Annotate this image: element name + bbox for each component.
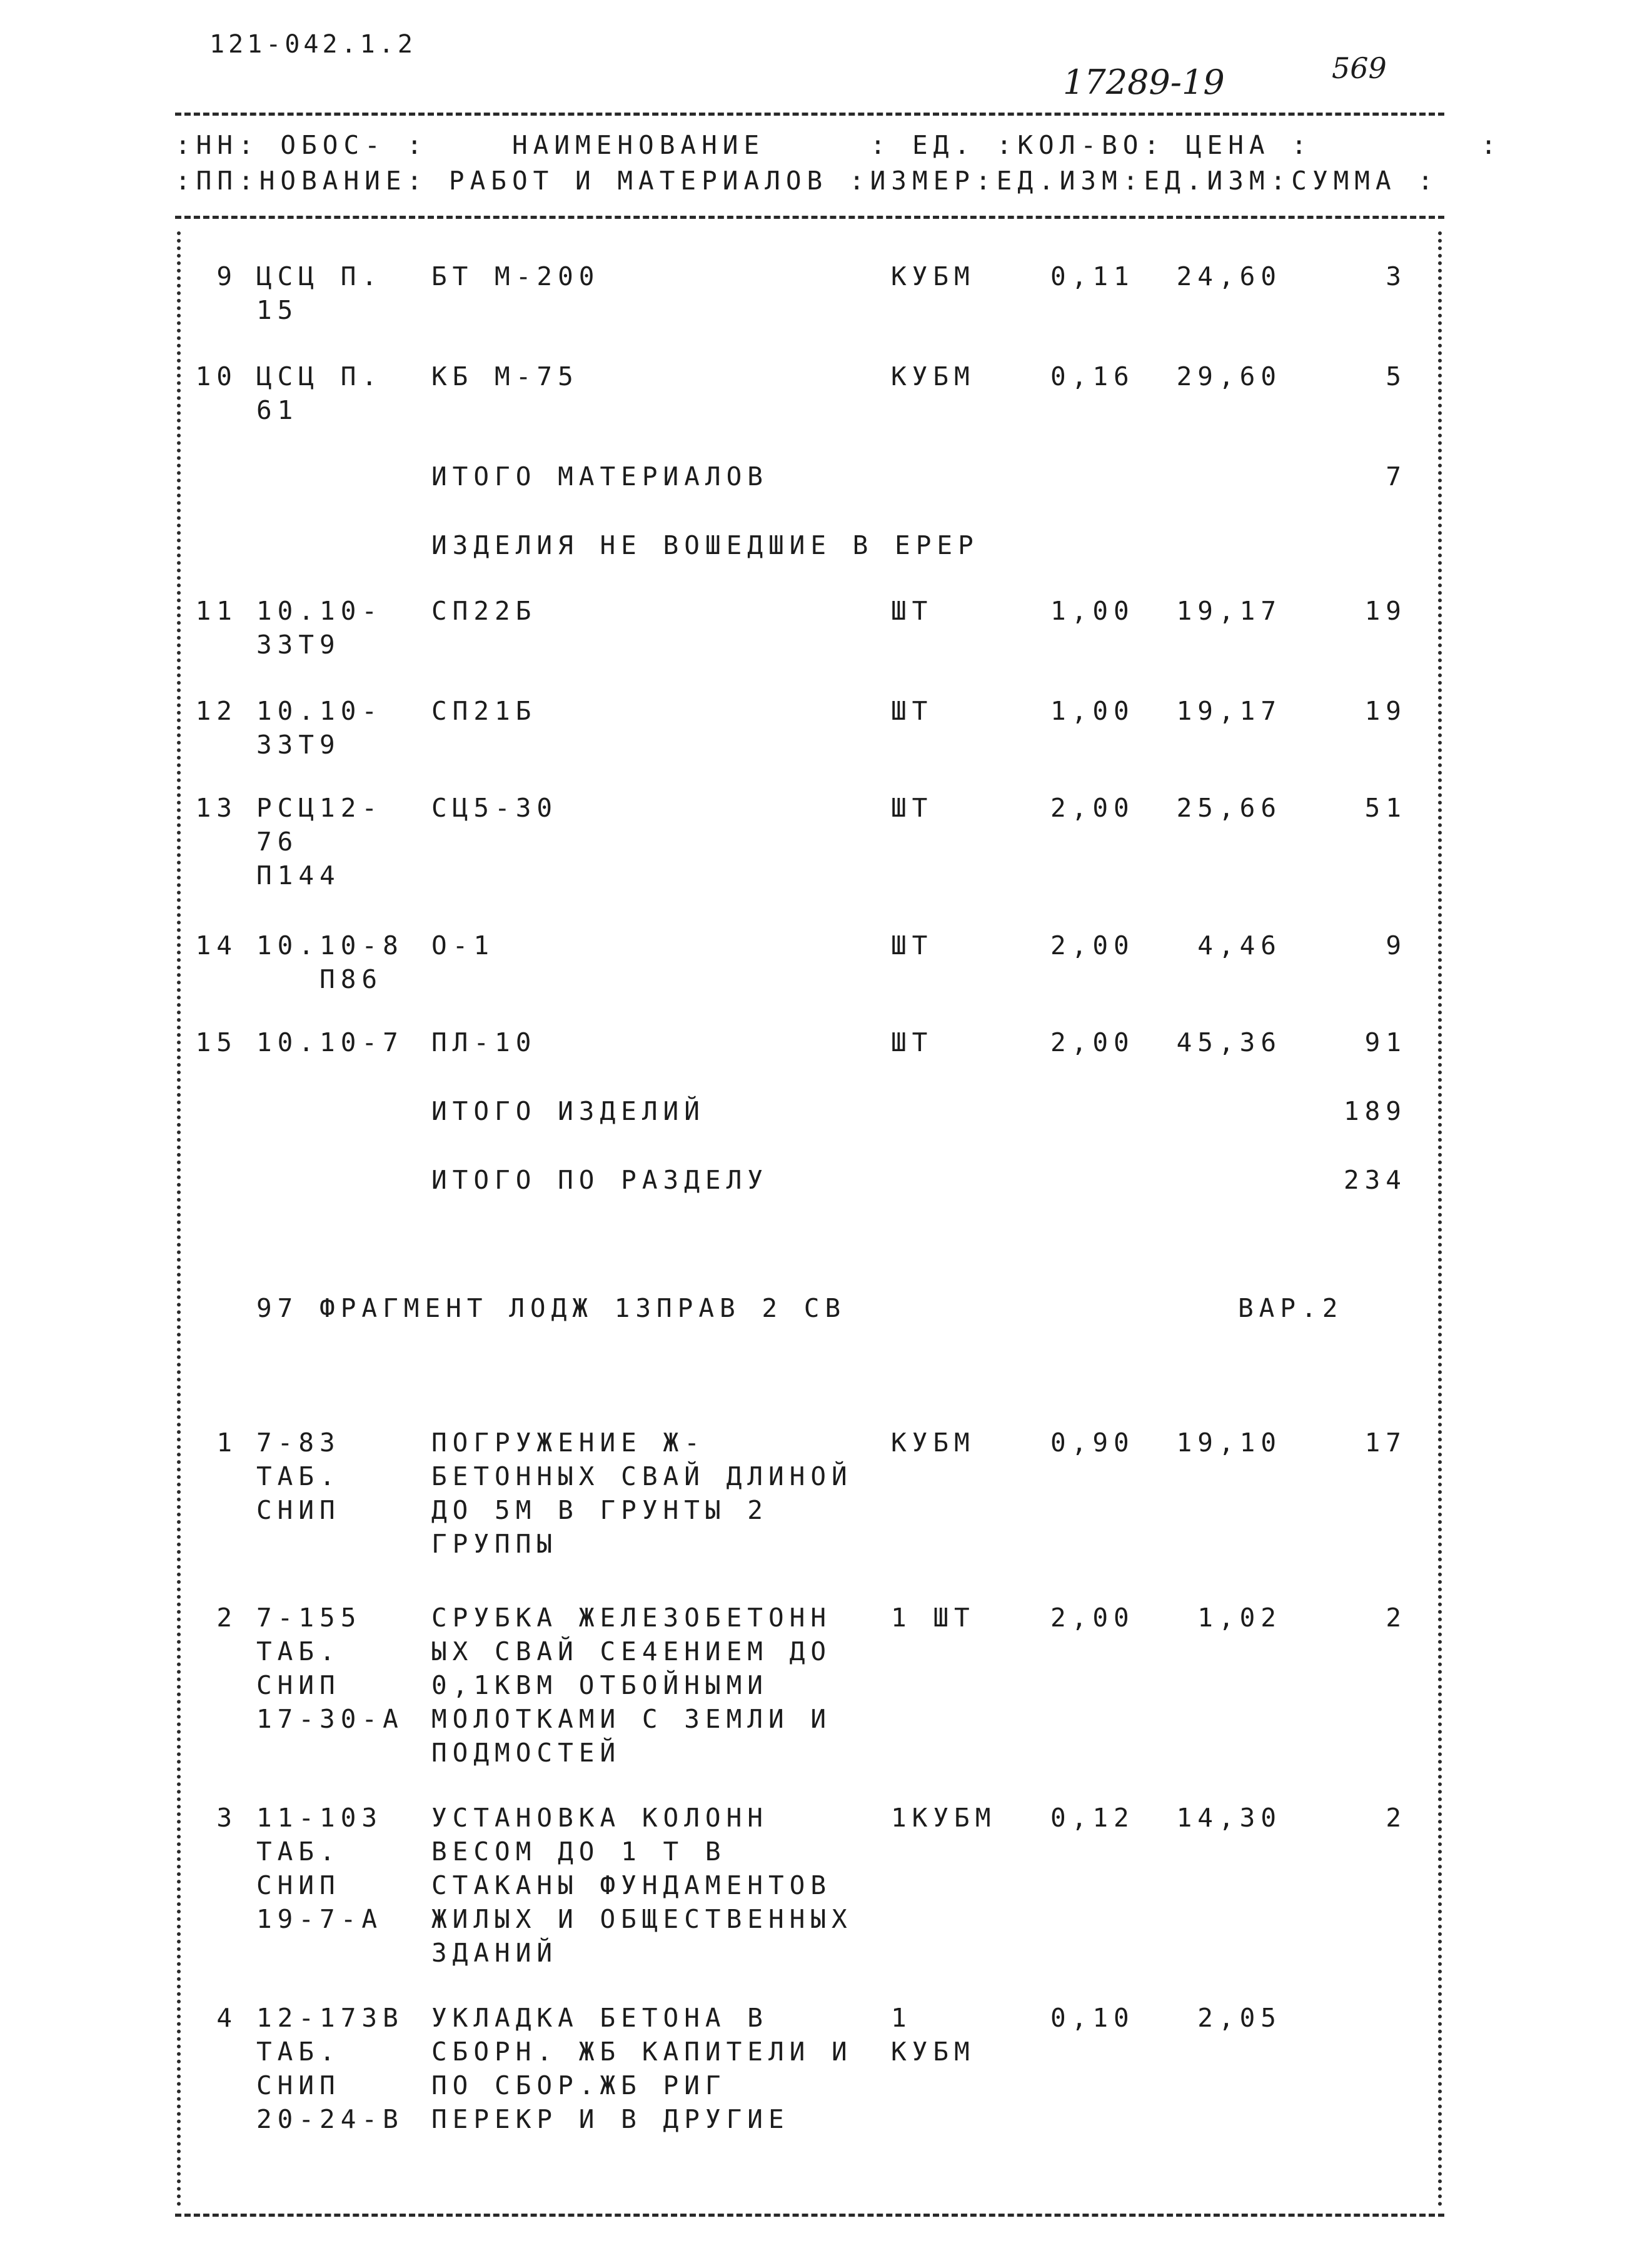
row-code: П144: [256, 860, 341, 890]
row-quantity: 0,12: [1050, 1803, 1135, 1833]
row-sum: 19: [1364, 696, 1407, 726]
row-code: СНИП: [256, 1870, 341, 1900]
row-code: 20-24-В: [256, 2104, 404, 2134]
row-sum: 3: [1386, 261, 1407, 291]
row-name: БТ М-200: [431, 261, 600, 291]
row-code: РСЦ12-: [256, 793, 383, 823]
row-price: 2,05: [1197, 2003, 1282, 2033]
row-code: 15: [256, 295, 299, 325]
row-quantity: 2,00: [1050, 930, 1135, 960]
row-quantity: 2,00: [1050, 1027, 1135, 1057]
row-code: 10.10-: [256, 596, 383, 626]
row-name: ВЕСОМ ДО 1 Т В: [431, 1837, 727, 1867]
row-unit: 1 ШТ: [891, 1603, 975, 1633]
row-unit: ШТ: [891, 793, 933, 823]
row-code: ЦСЦ П.: [256, 361, 383, 391]
row-sum: 2: [1386, 1803, 1407, 1833]
row-code: 17-30-А: [256, 1704, 404, 1734]
row-price: 45,36: [1176, 1027, 1282, 1057]
subtotal-sum: 234: [1343, 1165, 1407, 1195]
row-number: 13: [195, 793, 238, 823]
row-name: УКЛАДКА БЕТОНА В: [431, 2003, 768, 2033]
row-number: 11: [195, 596, 238, 626]
row-code: 12-173В: [256, 2003, 404, 2033]
row-code: 33Т9: [256, 630, 341, 660]
row-price: 4,46: [1197, 930, 1282, 960]
row-code: 10.10-8: [256, 930, 404, 960]
row-name: СП21Б: [431, 696, 537, 726]
row-name: СЦ5-30: [431, 793, 558, 823]
left-border: [177, 231, 181, 2207]
row-unit: ШТ: [891, 596, 933, 626]
row-price: 19,17: [1176, 596, 1282, 626]
row-number: 3: [216, 1803, 238, 1833]
row-quantity: 0,10: [1050, 2003, 1135, 2033]
row-name: ПОГРУЖЕНИЕ Ж-: [431, 1428, 705, 1458]
row-quantity: 1,00: [1050, 596, 1135, 626]
row-code: 61: [256, 395, 299, 425]
row-quantity: 2,00: [1050, 1603, 1135, 1633]
row-sum: 19: [1364, 596, 1407, 626]
subtotal-label: ИТОГО ПО РАЗДЕЛУ: [431, 1165, 768, 1195]
row-name: ГРУППЫ: [431, 1529, 558, 1559]
row-code: СНИП: [256, 1495, 341, 1525]
subtotal-label: ИЗДЕЛИЯ НЕ ВОШЕДШИЕ В ЕРЕР: [431, 530, 979, 560]
section-title: 97 ФРАГМЕНТ ЛОДЖ 13ПРАВ 2 СВ: [256, 1293, 847, 1323]
handwritten-number: 17289-19: [1063, 63, 1225, 102]
row-name: ЫХ СВАЙ СЕ4ЕНИЕМ ДО: [431, 1636, 832, 1666]
row-number: 10: [195, 361, 238, 391]
row-unit: ШТ: [891, 696, 933, 726]
row-name: ПОДМОСТЕЙ: [431, 1738, 621, 1768]
doc-code: 121-042.1.2: [209, 30, 416, 59]
page-number: 569: [1332, 51, 1387, 85]
row-code: СНИП: [256, 2070, 341, 2100]
row-code: 10.10-7: [256, 1027, 404, 1057]
row-unit: 1КУБМ: [891, 1803, 997, 1833]
row-price: 29,60: [1176, 361, 1282, 391]
bottom-border: [175, 2214, 1444, 2217]
row-name: СТАКАНЫ ФУНДАМЕНТОВ: [431, 1870, 832, 1900]
subtotal-sum: 189: [1343, 1096, 1407, 1126]
top-border: [175, 113, 1444, 116]
row-number: 2: [216, 1603, 238, 1633]
row-price: 25,66: [1176, 793, 1282, 823]
row-number: 14: [195, 930, 238, 960]
row-unit: КУБМ: [891, 1428, 975, 1458]
row-unit: КУБМ: [891, 361, 975, 391]
right-border: [1438, 231, 1442, 2207]
row-name: КБ М-75: [431, 361, 579, 391]
row-code: ТАБ.: [256, 1636, 341, 1666]
row-code: 11-103: [256, 1803, 383, 1833]
row-code: ЦСЦ П.: [256, 261, 383, 291]
row-sum: 17: [1364, 1428, 1407, 1458]
row-quantity: 1,00: [1050, 696, 1135, 726]
row-quantity: 0,90: [1050, 1428, 1135, 1458]
row-code: 33Т9: [256, 730, 341, 760]
subtotal-sum: 7: [1386, 461, 1407, 491]
row-name: 0,1КВМ ОТБОЙНЫМИ: [431, 1670, 768, 1700]
row-name: О-1: [431, 930, 495, 960]
row-code: 7-155: [256, 1603, 362, 1633]
row-code: СНИП: [256, 1670, 341, 1700]
row-code: 7-83: [256, 1428, 341, 1458]
row-sum: 2: [1386, 1603, 1407, 1633]
row-code: П86: [256, 964, 383, 994]
row-quantity: 0,16: [1050, 361, 1135, 391]
row-name: ПЕРЕКР И В ДРУГИЕ: [431, 2104, 790, 2134]
row-unit: КУБМ: [891, 261, 975, 291]
row-name: ЗДАНИЙ: [431, 1938, 558, 1968]
row-code: ТАБ.: [256, 1837, 341, 1867]
row-name: СРУБКА ЖЕЛЕЗОБЕТОНН: [431, 1603, 832, 1633]
row-price: 19,17: [1176, 696, 1282, 726]
row-name: МОЛОТКАМИ С ЗЕМЛИ И: [431, 1704, 832, 1734]
row-price: 14,30: [1176, 1803, 1282, 1833]
header-line-1: :НН: ОБОС- : НАИМЕНОВАНИЕ : ЕД. :КОЛ-ВО: ЦЕНА : :: [175, 130, 1502, 160]
subtotal-label: ИТОГО ИЗДЕЛИЙ: [431, 1096, 705, 1126]
row-unit: 1 КУБМ: [891, 2003, 975, 2067]
row-code: ТАБ.: [256, 2037, 341, 2067]
row-number: 4: [216, 2003, 238, 2033]
row-sum: 5: [1386, 361, 1407, 391]
row-sum: 91: [1364, 1027, 1407, 1057]
row-price: 1,02: [1197, 1603, 1282, 1633]
row-name: СБОРН. ЖБ КАПИТЕЛИ И: [431, 2037, 853, 2067]
row-name: СП22Б: [431, 596, 537, 626]
row-name: ДО 5М В ГРУНТЫ 2: [431, 1495, 768, 1525]
row-name: ПЛ-10: [431, 1027, 537, 1057]
header-line-2: :ПП:НОВАНИЕ: РАБОТ И МАТЕРИАЛОВ :ИЗМЕР:ЕД.ИЗМ:ЕД.ИЗМ:СУММА :: [175, 166, 1439, 196]
row-name: ПО СБОР.ЖБ РИГ: [431, 2070, 727, 2100]
row-price: 24,60: [1176, 261, 1282, 291]
row-code: 19-7-А: [256, 1904, 383, 1934]
row-number: 1: [216, 1428, 238, 1458]
row-price: 19,10: [1176, 1428, 1282, 1458]
row-number: 9: [216, 261, 238, 291]
row-name: УСТАНОВКА КОЛОНН: [431, 1803, 768, 1833]
row-unit: ШТ: [891, 930, 933, 960]
row-code: 10.10-: [256, 696, 383, 726]
row-name: БЕТОННЫХ СВАЙ ДЛИНОЙ: [431, 1461, 853, 1491]
row-code: ТАБ.: [256, 1461, 341, 1491]
section-variant: ВАР.2: [1238, 1293, 1344, 1323]
row-sum: 9: [1386, 930, 1407, 960]
row-quantity: 2,00: [1050, 793, 1135, 823]
row-code: 76: [256, 827, 299, 857]
row-number: 15: [195, 1027, 238, 1057]
row-name: ЖИЛЫХ И ОБЩЕСТВЕННЫХ: [431, 1904, 853, 1934]
header-bottom-border: [175, 216, 1444, 219]
row-quantity: 0,11: [1050, 261, 1135, 291]
row-number: 12: [195, 696, 238, 726]
subtotal-label: ИТОГО МАТЕРИАЛОВ: [431, 461, 768, 491]
row-unit: ШТ: [891, 1027, 933, 1057]
row-sum: 51: [1364, 793, 1407, 823]
